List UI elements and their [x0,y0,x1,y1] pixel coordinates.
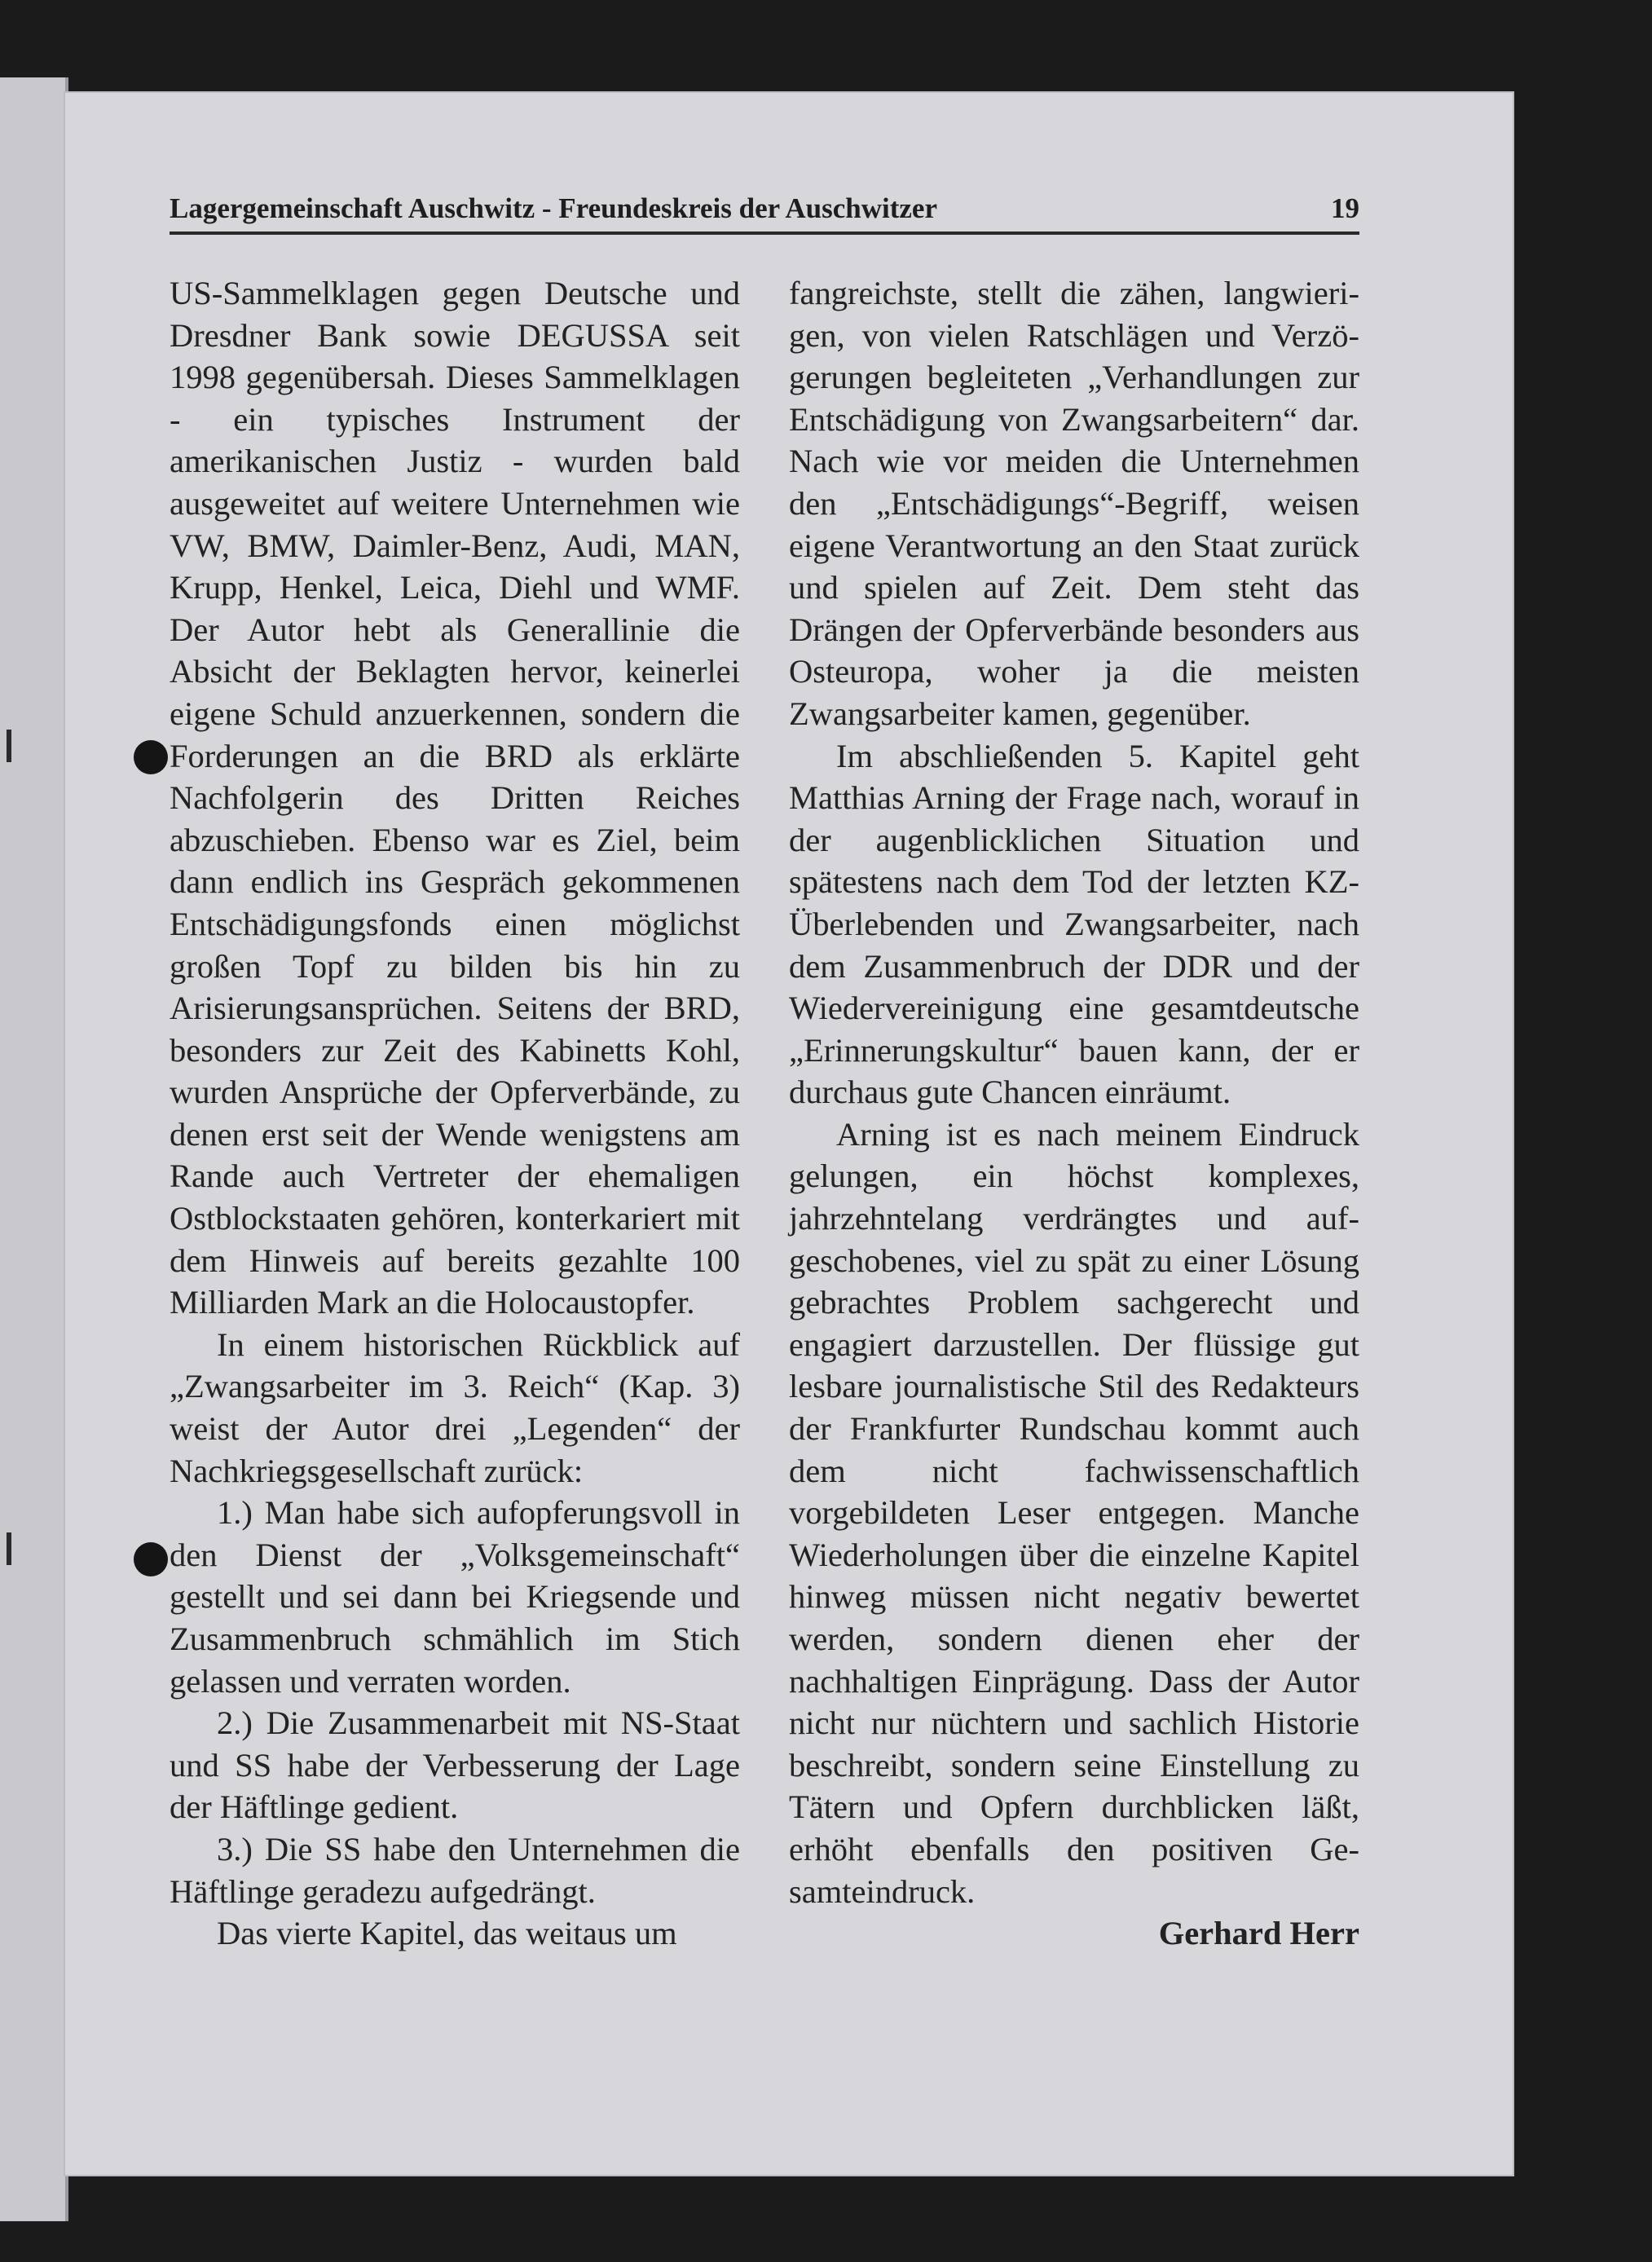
paragraph: 1.) Man habe sich aufopferungsvoll in den Dienst der „Volksgemeinschaft“ gestellt und sei dann bei Kriegsende und Zusammenbruch schmählich im Stich gelassen und verraten worden. [170,1494,740,1700]
paragraph: US-Sammelklagen gegen Deutsche und Dresdner Bank sowie DEGUSSA seit 1998 gegenübersah. Dieses Sammelklagen - ein typisches Instrument der amerikanischen Justiz - wurden bald ausgeweitet auf weitere Unternehmen wie VW, BMW, Daimler-Benz, Audi, MAN, Krupp, Henkel, Leica, Diehl und WMF. Der Autor hebt als Generallinie die Absicht der Beklagten hervor, keinerlei eigene Schuld anzuerkennen, sondern die Forderungen an die BRD als erklärte Nachfolgerin des Dritten Reiches abzuschieben. Ebenso war es Ziel, beim dann endlich ins Gespräch gekommenen Entschädigungsfonds einen möglichst großen Topf zu bilden bis hin zu Arisierungsansprüchen. Seitens der BRD, besonders zur Zeit des Kabinetts Kohl, wurden Ansprüche der Opferverbände, zu denen erst seit der Wende wenigstens am Rande auch Vertreter der ehemaligen Ostblockstaaten gehören, konterkariert mit dem Hinweis auf bereits gezahlte 100 Milliarden Mark an die Holocaustopfer. [170,275,740,1321]
adjacent-page-edge [0,77,68,2221]
paragraph: In einem historischen Rückblick auf „Zwangsarbeiter im 3. Reich“ (Kap. 3) weist der Autor drei „Legenden“ der Nachkriegsgesellschaft zurück: [170,1325,740,1489]
binding-mark [7,1532,11,1565]
paragraph: 3.) Die SS habe den Unternehmen die Häftlinge geradezu aufgedrängt. [170,1830,740,1910]
running-header [170,187,1359,235]
punch-hole [134,740,168,774]
paragraph: fangreichste, stellt die zähen, langwierigen, von vielen Ratschlägen und Verzögerungen begleiteten „Verhandlungen zur Entschädigung von Zwangsarbeitern“ dar. Nach wie vor meiden die Unternehmen den „Entschädigungs“-Begriff, weisen eigene Verantwortung an den Staat zurück und spielen auf Zeit. Dem steht das Drängen der Opferverbände besonders aus Osteuropa, woher ja die meisten Zwangsarbeiter kamen, gegenüber. [789,275,1359,732]
punch-hole [134,1542,168,1576]
binding-mark [7,730,11,762]
right-column [789,272,1359,1955]
paragraph: Das vierte Kapitel, das weitaus um [217,1915,677,1952]
left-column [170,272,740,1955]
document-page [64,91,1514,2176]
author-signature: Gerhard Herr [1158,1915,1359,1952]
paragraph: Im abschließenden 5. Kapitel geht Matthias Arning der Frage nach, worauf in der augenblicklichen Situation und spätestens nach dem Tod der letzten KZ-Überlebenden und Zwangsarbeiter, nach dem Zusammenbruch der DDR und der Wiedervereinigung eine gesamtdeutsche „Erinnerungskultur“ bauen kann, der er durchaus gute Chancen einräumt. [789,737,1359,1111]
paragraph: Arning ist es nach meinem Eindruck gelungen, ein höchst komplexes, jahrzehntelang verdrängtes und aufgeschobenes, viel zu spät zu einer Lösung gebrachtes Problem sachgerecht und engagiert darzustellen. Der flüssige gut lesbare journalistische Stil des Redakteurs der Frankfurter Rundschau kommt auch dem nicht fachwissenschaftlich vorgebildeten Leser entgegen. Manche Wiederholungen über die einzelne Kapitel hinweg müssen nicht negativ bewertet werden, sondern dienen eher der nachhaltigen Einprägung. Dass der Autor nicht nur nüchtern und sachlich Historie beschreibt, sondern seine Einstellung zu Tätern und Opfern durchblicken läßt, erhöht ebenfalls den positiven Gesamteindruck. [789,1115,1359,1910]
header-title: Lagergemeinschaft Auschwitz - Freundeskreis der Auschwitzer [170,192,937,224]
paragraph: 2.) Die Zusammenarbeit mit NS-Staat und SS habe der Verbesserung der Lage der Häftlinge gedient. [170,1704,740,1826]
page-number: 19 [1331,192,1359,224]
